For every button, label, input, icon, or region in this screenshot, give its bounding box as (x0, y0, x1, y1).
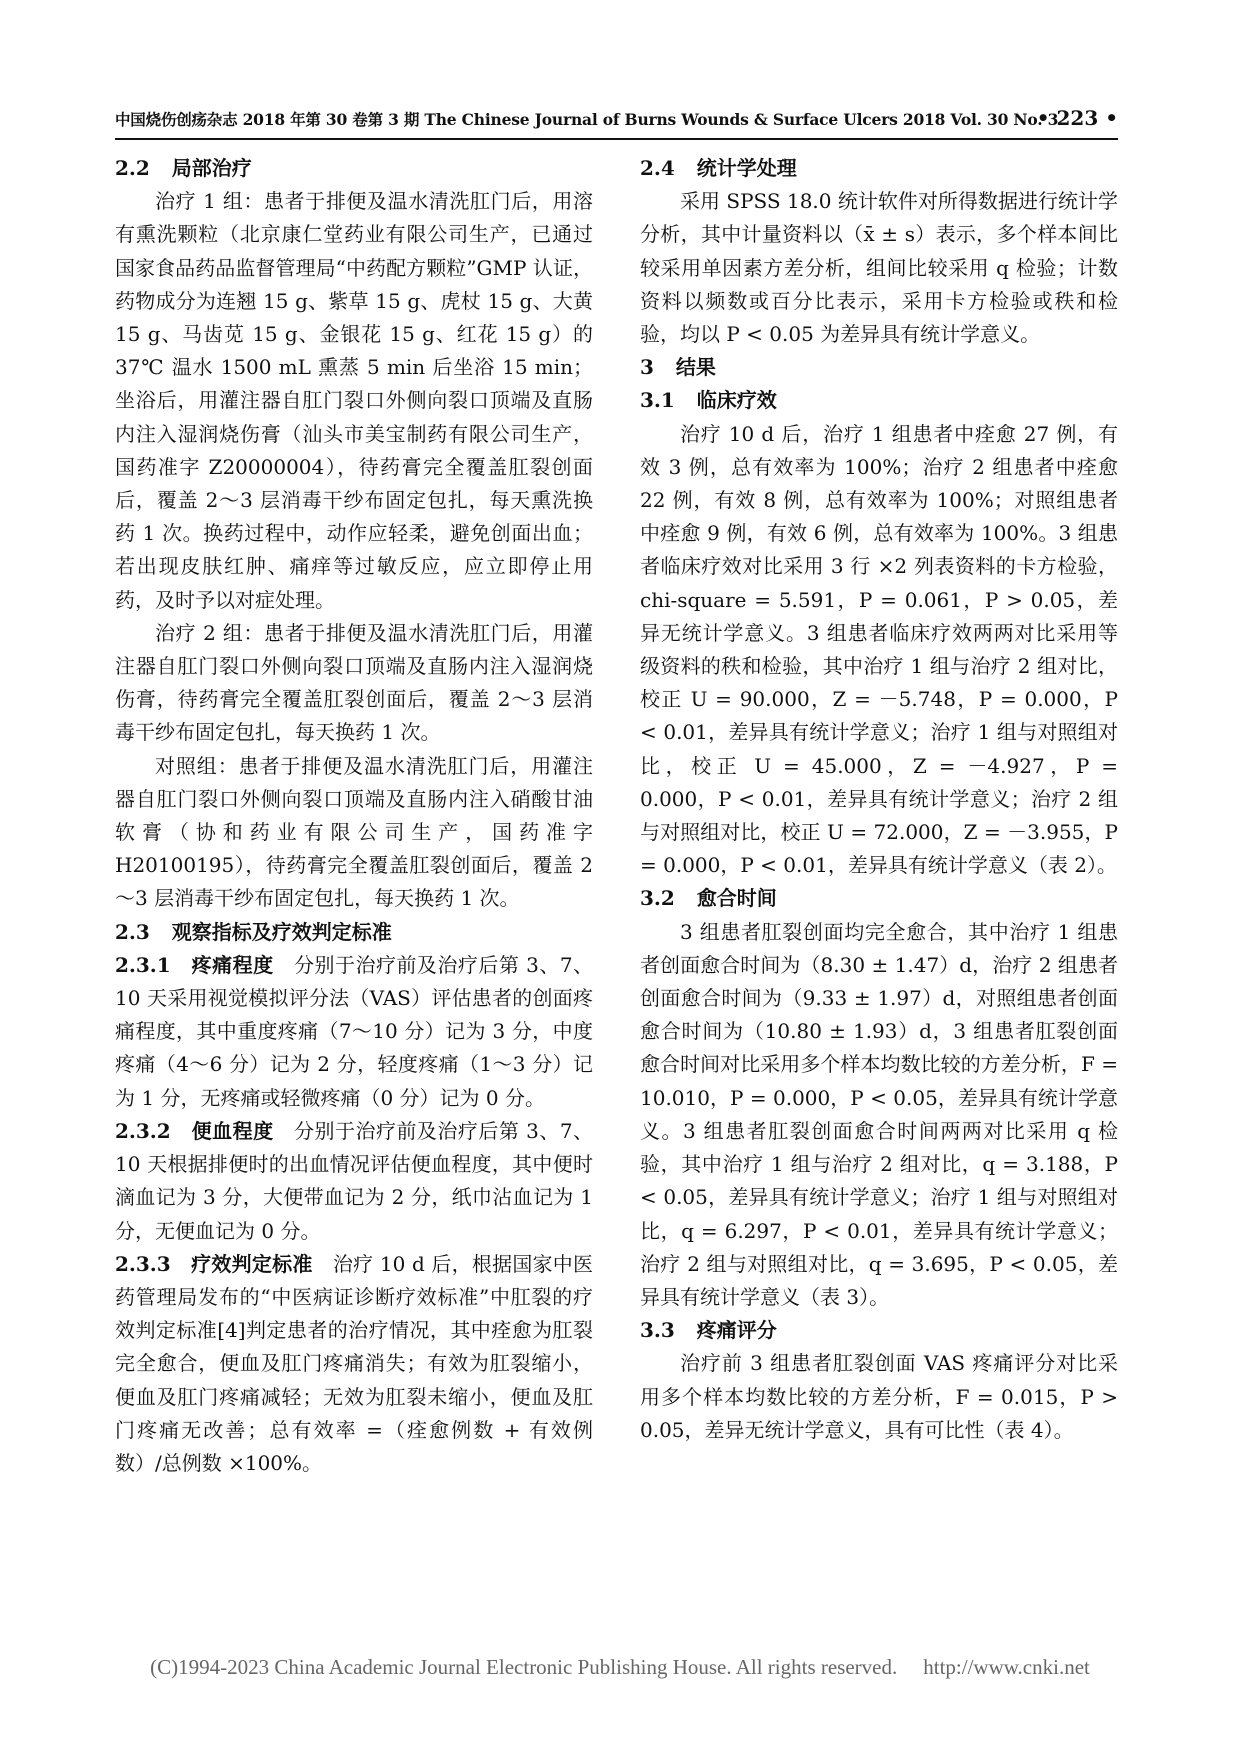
subsection-title: 疼痛程度 (191, 952, 274, 977)
journal-title: 中国烧伤创疡杂志 2018 年第 30 卷第 3 期 The Chinese Journal of Burns Wounds & Surface Ulcers 2018 Vol. 30 No. 3 (115, 110, 1059, 129)
subsection-number: 2.3.3 (115, 1251, 171, 1276)
section-title: 疼痛评分 (696, 1318, 777, 1343)
footer-link[interactable]: http://www.cnki.net (923, 1655, 1090, 1679)
section-title: 统计学处理 (696, 156, 797, 180)
section-number: 3 (640, 355, 654, 380)
copyright-footer (0, 1655, 1240, 1680)
section-number: 3.3 (640, 1318, 675, 1343)
section-title: 临床疗效 (696, 388, 777, 413)
subsection-paragraph (115, 1115, 593, 1248)
section-title: 观察指标及疗效判定标准 (171, 919, 392, 944)
paragraph: 3 组患者肛裂创面均完全愈合，其中治疗 1 组患者创面愈合时间为（8.30 ± 1.47）d，治疗 2 组患者创面愈合时间为（9.33 ± 1.97）d，对照组患者创面愈合时间为（10.80 ± 1.93）d，3 组患者肛裂创面愈合时间对比采用多个样本均数比较的方差分析，F = 10.010，P = 0.000，P < 0.05，差异具有统计学意义。3 组患者肛裂创面愈合时间两两对比采用 q 检验，其中治疗 1 组与治疗 2 组对比，q = 3.188，P < 0.05，差异具有统计学意义；治疗 1 组与对照组对比，q = 6.297，P < 0.01，差异具有统计学意义；治疗 2 组与对照组对比，q = 3.695，P < 0.05，差异具有统计学意义（表 3）。 (640, 919, 1118, 1309)
section-title: 结果 (675, 355, 716, 380)
paragraph: 治疗 2 组：患者于排便及温水清洗肛门后，用灌注器自肛门裂口外侧向裂口顶端及直肠内注入湿润烧伤膏，待药膏完全覆盖肛裂创面后，覆盖 2～3 层消毒干纱布固定包扎，每天换药 1 次。 (115, 620, 593, 745)
section-heading (640, 384, 1118, 417)
subsection-text: 分别于治疗前及治疗后第 3、7、10 天采用视觉模拟评分法（VAS）评估患者的创面疼痛程度，其中重度疼痛（7～10 分）记为 3 分，中度疼痛（4～6 分）记为 2 分，轻度疼痛（1～3 分）记为 1 分，无疼痛或轻微疼痛（0 分）记为 0 分。 (115, 952, 594, 1110)
subsection-text: 治疗 10 d 后，根据国家中医药管理局发布的“中医病证诊断疗效标准”中肛裂的疗效判定标准[4]判定患者的治疗情况，其中痊愈为肛裂完全愈合，便血及肛门疼痛消失；有效为肛裂缩小，便血及肛门疼痛减轻；无效为肛裂未缩小，便血及肛门疼痛无改善；总有效率 =（痊愈例数 + 有效例数）/总例数 ×100%。 (115, 1251, 594, 1475)
paragraph: 对照组：患者于排便及温水清洗肛门后，用灌注器自肛门裂口外侧向裂口顶端及直肠内注入硝酸甘油软膏（协和药业有限公司生产，国药准字 H20100195），待药膏完全覆盖肛裂创面后，覆盖 2～3 层消毒干纱布固定包扎，每天换药 1 次。 (115, 753, 593, 911)
subsection-paragraph (115, 949, 593, 1115)
section-number: 3.1 (640, 388, 675, 413)
section-number: 2.4 (640, 156, 675, 180)
copyright-text: (C)1994-2023 China Academic Journal Electronic Publishing House. All rights reserved. (150, 1655, 898, 1679)
subsection-title: 便血程度 (191, 1118, 274, 1143)
subsection-number: 2.3.2 (115, 1118, 171, 1143)
section-heading (640, 152, 1118, 185)
section-title: 局部治疗 (171, 156, 252, 180)
subsection-number: 2.3.1 (115, 952, 171, 977)
paragraph: 治疗 10 d 后，治疗 1 组患者中痊愈 27 例，有效 3 例，总有效率为 100%；治疗 2 组患者中痊愈 22 例，有效 8 例，总有效率为 100%；对照组患者中痊愈 9 例，有效 6 例，总有效率为 100%。3 组患者临床疗效对比采用 3 行 ×2 列表资料的卡方检验，chi-square = 5.591，P = 0.061，P > 0.05，差异无统计学意义。3 组患者临床疗效两两对比采用等级资料的秩和检验，其中治疗 1 组与治疗 2 组对比，校正 U = 90.000，Z = －5.748，P = 0.000，P < 0.01，差异具有统计学意义；治疗 1 组与对照组对比，校正 U = 45.000，Z = －4.927，P = 0.000，P < 0.01，差异具有统计学意义；治疗 2 组与对照组对比，校正 U = 72.000，Z = －3.955，P = 0.000，P < 0.01，差异具有统计学意义（表 2）。 (640, 421, 1118, 878)
page-number: • 223 • (1036, 106, 1118, 130)
running-header (115, 104, 1118, 140)
section-heading (640, 882, 1118, 915)
subsection-paragraph (115, 1248, 593, 1480)
left-column (115, 152, 593, 1480)
subsection-title: 疗效判定标准 (191, 1251, 313, 1276)
section-heading (115, 152, 593, 185)
section-heading (640, 1314, 1118, 1347)
section-number: 2.3 (115, 919, 150, 944)
section-number: 3.2 (640, 886, 675, 911)
paragraph: 治疗前 3 组患者肛裂创面 VAS 疼痛评分对比采用多个样本均数比较的方差分析，F = 0.015，P > 0.05，差异无统计学意义，具有可比性（表 4）。 (640, 1351, 1118, 1442)
right-column (640, 152, 1118, 1447)
paragraph: 治疗 1 组：患者于排便及温水清洗肛门后，用溶有熏洗颗粒（北京康仁堂药业有限公司生产，已通过国家食品药品监督管理局“中药配方颗粒”GMP 认证，药物成分为连翘 15 g、紫草 15 g、虎杖 15 g、大黄 15 g、马齿苋 15 g、金银花 15 g、红花 15 g）的 37℃ 温水 1500 mL 熏蒸 5 min 后坐浴 15 min；坐浴后，用灌注器自肛门裂口外侧向裂口顶端及直肠内注入湿润烧伤膏（汕头市美宝制药有限公司生产，国药准字 Z20000004），待药膏完全覆盖肛裂创面后，覆盖 2～3 层消毒干纱布固定包扎，每天熏洗换药 1 次。换药过程中，动作应轻柔，避免创面出血；若出现皮肤红肿、痛痒等过敏反应，应立即停止用药，及时予以对症处理。 (115, 189, 593, 612)
subsection-text: 分别于治疗前及治疗后第 3、7、10 天根据排便时的出血情况评估便血程度，其中便时滴血记为 3 分，大便带血记为 2 分，纸巾沾血记为 1 分，无便血记为 0 分。 (115, 1118, 594, 1243)
paragraph: 采用 SPSS 18.0 统计软件对所得数据进行统计学分析，其中计量资料以（x̄ ± s）表示，多个样本间比较采用单因素方差分析，组间比较采用 q 检验；计数资料以频数或百分比表示，采用卡方检验或秩和检验，均以 P < 0.05 为差异具有统计学意义。 (640, 189, 1118, 347)
section-heading (640, 351, 1118, 384)
section-number: 2.2 (115, 156, 150, 180)
section-title: 愈合时间 (696, 886, 777, 911)
section-heading (115, 916, 593, 949)
